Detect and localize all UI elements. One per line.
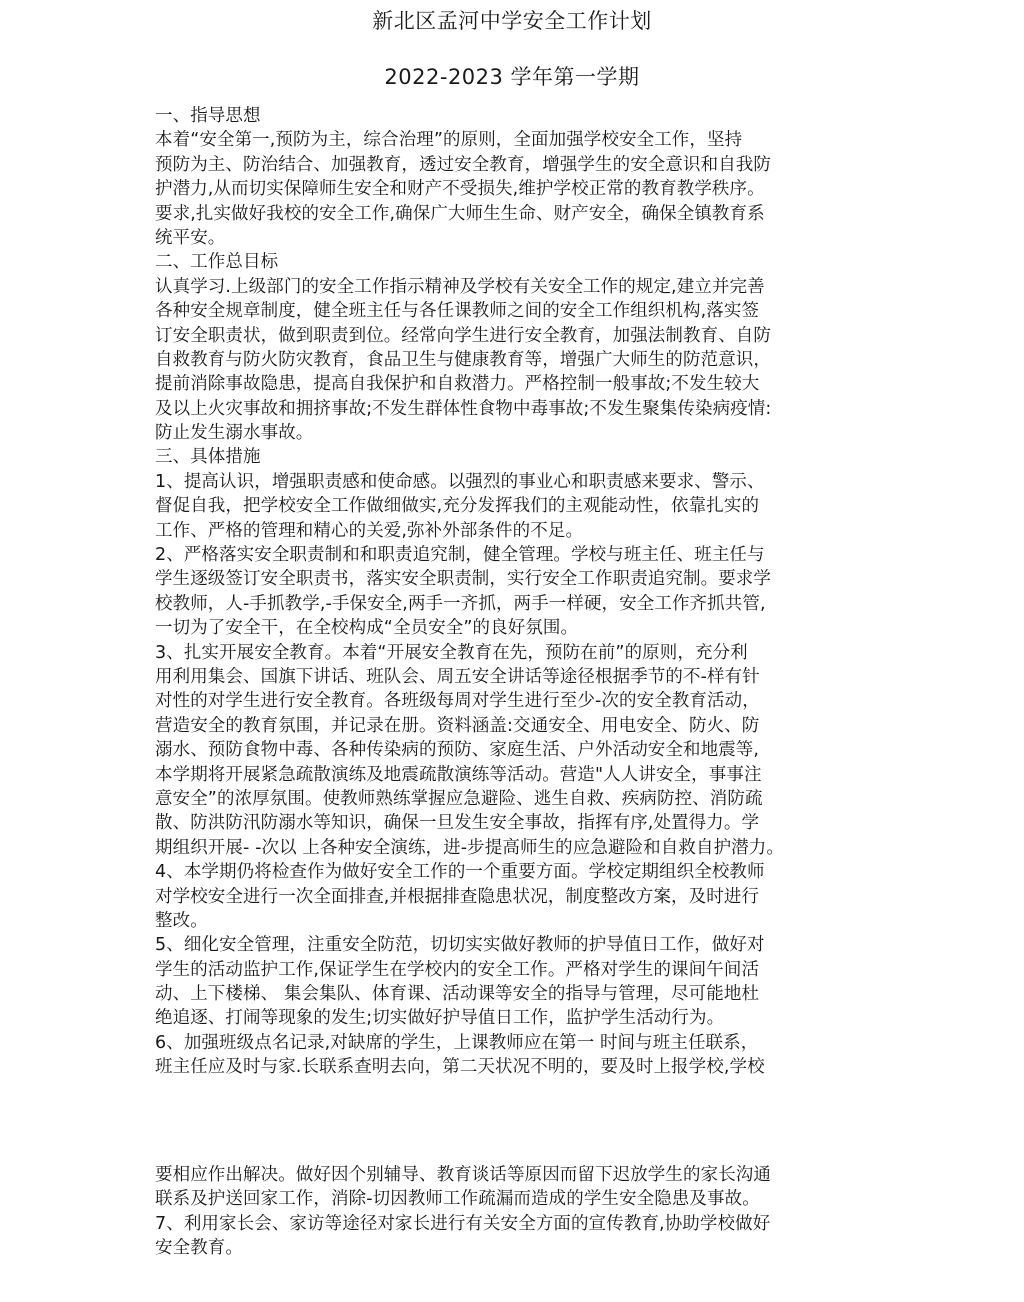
text-line: 护潜力,从而切实保障师生安全和财产不受损失,维护学校正常的教育教学秩序。 — [155, 179, 765, 200]
document-body-continued — [155, 1163, 875, 1261]
text-line: 期组织开展- -次以 上各种安全演练，进-步提高师生的应急避险和自救自护潜力。 — [155, 837, 784, 858]
text-line: 用利用集会、国旗下讲话、班队会、周五安全讲话等途径根据季节的不-样有针 — [155, 666, 760, 687]
text-line: 7、利用家长会、家访等途径对家长进行有关安全方面的宣传教育,协助学校做好 — [155, 1213, 771, 1234]
text-line: 溺水、预防食物中毒、各种传染病的预防、家庭生活、户外活动安全和地震等, — [155, 740, 760, 761]
text-line: 学生的活动监护工作,保证学生在学校内的安全工作。严格对学生的课间午间活 — [155, 959, 760, 980]
text-line: 散、防洪防汛防溺水等知识，确保一旦发生安全事故，指挥有序,处置得力。学 — [155, 813, 760, 834]
text-line: 工作、严格的管理和精心的关爱,弥补外部条件的不足。 — [155, 520, 584, 541]
text-line: 营造安全的教育氛围，并记录在册。资料涵盖:交通安全、用电安全、防火、防 — [155, 715, 760, 736]
text-line: 要相应作出解决。做好因个别辅导、教育谈话等原因而留下迟放学生的家长沟通 — [155, 1165, 771, 1185]
text-line: 统平安。 — [155, 227, 226, 248]
text-line: 2、严格落实安全职责制和和职责追究制，健全管理。学校与班主任、班主任与 — [155, 545, 765, 566]
text-line: 防止发生溺水事故。 — [155, 423, 314, 444]
text-line: 各种安全规章制度，健全班主任与各任课教师之间的安全工作组织机构,落实签 — [155, 301, 760, 322]
text-line: 安全教育。 — [155, 1238, 243, 1259]
document-subtitle: 2022-2023 学年第一学期 — [384, 65, 640, 89]
text-line: 订安全职责状，做到职责到位。经常向学生进行安全教育，加强法制教育、自防 — [155, 325, 771, 346]
section-heading-overall-goal: 二、工作总目标 — [155, 252, 279, 273]
text-line: 本学期将开展紧急疏散演练及地震疏散演练等活动。营造"人人讲安全，事事注 — [155, 764, 762, 785]
text-line: 动、上下楼梯、 集会集队、体育课、活动课等安全的指导与管理，尽可能地杜 — [155, 984, 760, 1005]
text-line: 一切为了安全干，在全校构成“全员安全”的良好氛围。 — [155, 618, 579, 639]
text-line: 1、提高认识，增强职责感和使命感。以强烈的事业心和职责感来要求、警示、 — [155, 471, 765, 492]
text-line: 班主任应及时与家.长联系查明去向，第二天状况不明的，要及时上报学校,学校 — [155, 1057, 765, 1078]
text-line: 督促自我，把学校安全工作做细做实,充分发挥我们的主观能动性，依靠扎实的 — [155, 496, 760, 517]
text-line: 要求,扎实做好我校的安全工作,确保广大师生生命、财产安全，确保全镇教育系 — [155, 203, 765, 224]
text-line: 对学校安全进行一次全面排查,并根据排查隐患状况，制度整改方案，及时进行 — [155, 886, 760, 907]
text-line: 学生逐级签订安全职责书，落实安全职责制，实行安全工作职责追究制。要求学 — [155, 569, 771, 590]
section-heading-guiding-ideology: 一、指导思想 — [155, 106, 261, 126]
text-line: 3、扎实开展安全教育。本着“开展安全教育在先，预防在前”的原则，充分利 — [155, 642, 748, 663]
text-line: 意安全”的浓厚氛围。使教师熟练掌握应急避险、逃生自救、疾病防控、消防疏 — [155, 788, 763, 809]
document-body-main — [155, 104, 875, 1080]
text-line: 预防为主、防治结合、加强教育，透过安全教育，增强学生的安全意识和自我防 — [155, 154, 771, 175]
text-line: 5、细化安全管理，注重安全防范，切切实实做好教师的护导值日工作，做好对 — [155, 935, 765, 956]
text-line: 校教师，人-手抓教学,-手保安全,两手一齐抓，两手一样硬，安全工作齐抓共管, — [155, 593, 766, 614]
document-title: 新北区孟河中学安全工作计划 — [372, 9, 652, 33]
section-heading-specific-measures: 三、具体措施 — [155, 447, 261, 468]
text-line: 6、加强班级点名记录,对缺席的学生，上课教师应在第一 时间与班主任联系， — [155, 1032, 759, 1053]
text-line: 绝追逐、打闹等现象的发生;切实做好护导值日工作，监护学生活动行为。 — [155, 1008, 725, 1029]
text-line: 提前消除事故隐患，提高自我保护和自救潜力。严格控制一般事故;不发生较大 — [155, 374, 760, 395]
text-line: 本着“安全第一,预防为主，综合治理”的原则，全面加强学校安全工作，坚持 — [155, 130, 743, 151]
text-line: 认真学习.上级部门的安全工作指示精神及学校有关安全工作的规定,建立并完善 — [155, 276, 765, 297]
text-line: 联系及护送回家工作，消除-切因教师工作疏漏而造成的学生安全隐患及事故。 — [155, 1189, 760, 1210]
text-line: 自救教育与防火防灾教育，食品卫生与健康教育等，增强广大师生的防范意识， — [155, 349, 771, 370]
text-line: 及以上火灾事故和拥挤事故;不发生群体性食物中毒事故;不发生聚集传染病疫情: — [155, 398, 772, 419]
text-line: 对性的对学生进行安全教育。各班级每周对学生进行至少-次的安全教育活动， — [155, 691, 760, 712]
text-line: 整改。 — [155, 910, 208, 931]
text-line: 4、本学期仍将检查作为做好安全工作的一个重要方面。学校定期组织全校教师 — [155, 862, 765, 883]
